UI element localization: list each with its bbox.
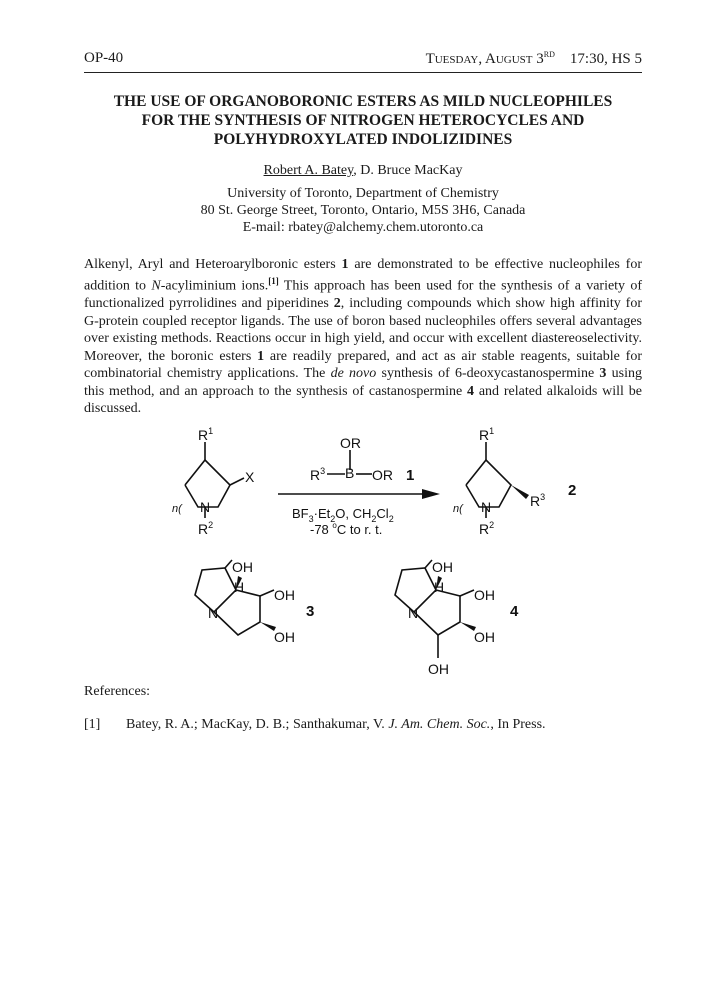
page-header xyxy=(84,50,642,73)
reference-number: [1] xyxy=(84,717,101,732)
sm-ring-size-label: n( xyxy=(172,503,182,515)
product-ring-size-label: n( xyxy=(453,503,463,515)
session-time: Tuesday, August 3RD 17:30, HS 5 xyxy=(425,50,642,67)
c3-h-label: H xyxy=(234,579,245,595)
reagent-boron: B xyxy=(345,465,355,481)
c3-oh-right: OH xyxy=(274,587,295,603)
product-r3-label: $R^3$ xyxy=(530,492,546,509)
c3-n-label: N xyxy=(208,605,219,621)
affiliation: University of Toronto, Department of Chemistry 80 St. George Street, Toronto, Ontario, M5S 3H6, Canada E-mail: rbatey@alchemy.chem.utoronto.ca xyxy=(84,185,642,236)
product-n-label: N xyxy=(481,499,492,515)
email: E-mail: rbatey@alchemy.chem.utoronto.ca xyxy=(242,220,484,235)
presenting-author: Robert A. Batey xyxy=(263,163,354,178)
reagent-r3: $R^3$ xyxy=(310,466,326,483)
c4-h-label: H xyxy=(434,579,445,595)
conditions-line2: -78 $^o$C to r. t. xyxy=(310,521,383,537)
authors: Robert A. Batey, D. Bruce MacKay xyxy=(263,163,463,178)
abstract: Alkenyl, Aryl and Heteroarylboronic esters 1 are demonstrated to be effective nucleophiles for addition to N-acyliminium ions.[1] This approach has been used for the synthesis of a variety of functionalized pyrrolidines and piperidines 2, including compounds which show high affinity for G-protein coupled receptor ligands. The use of boron based nucleophiles offers several advantages over existing methods. Reactions occur in high yield, and occur with excellent diastereoselectivity. Moreover, the boronic esters 1 are readily prepared, and act as air stable reagents, suitable for combinatorial chemistry applications. The de novo synthesis of 6-deoxycastanospermine 3 using this method, and an approach to the synthesis of castanospermine 4 and related alkaloids will be discussed. xyxy=(84,257,643,416)
c4-oh-top: OH xyxy=(432,559,453,575)
sm-x-label: X xyxy=(245,469,255,485)
compound-3-number: 3 xyxy=(306,603,315,620)
c4-oh-bottom: OH xyxy=(428,661,449,677)
c4-n-label: N xyxy=(408,605,419,621)
reagent-number: 1 xyxy=(406,467,415,484)
c3-oh-top: OH xyxy=(232,559,253,575)
product-number: 2 xyxy=(568,482,577,499)
c4-oh-right: OH xyxy=(474,587,495,603)
reference-text: Batey, R. A.; MacKay, D. B.; Santhakumar, V. J. Am. Chem. Soc., In Press. xyxy=(126,717,546,732)
reagent-or-top: OR xyxy=(340,435,361,451)
sm-r2-label: $R^2$ xyxy=(198,520,214,537)
references-heading: References: xyxy=(84,684,151,699)
compound-4-number: 4 xyxy=(510,603,519,620)
session-code: OP-40 xyxy=(84,50,124,66)
sm-r1-label: $R^1$ xyxy=(198,426,214,443)
conditions-line1: $BF_3\cdot Et_2O$, $CH_2Cl_2$ xyxy=(292,506,394,524)
product-r1-label: $R^1$ xyxy=(479,426,495,443)
product-r2-label: $R^2$ xyxy=(479,520,495,537)
sm-n-label: N xyxy=(200,499,211,515)
reaction-scheme xyxy=(150,420,590,700)
c3-oh-bottom: OH xyxy=(274,629,295,645)
paper-title: THE USE OF ORGANOBORONIC ESTERS AS MILD NUCLEOPHILES FOR THE SYNTHESIS OF NITROGEN HETEROCYCLES AND POLYHYDROXYLATED INDOLIZIDINES xyxy=(113,93,613,148)
c4-oh-bottom-right: OH xyxy=(474,629,495,645)
reagent-or-right: OR xyxy=(372,467,393,483)
